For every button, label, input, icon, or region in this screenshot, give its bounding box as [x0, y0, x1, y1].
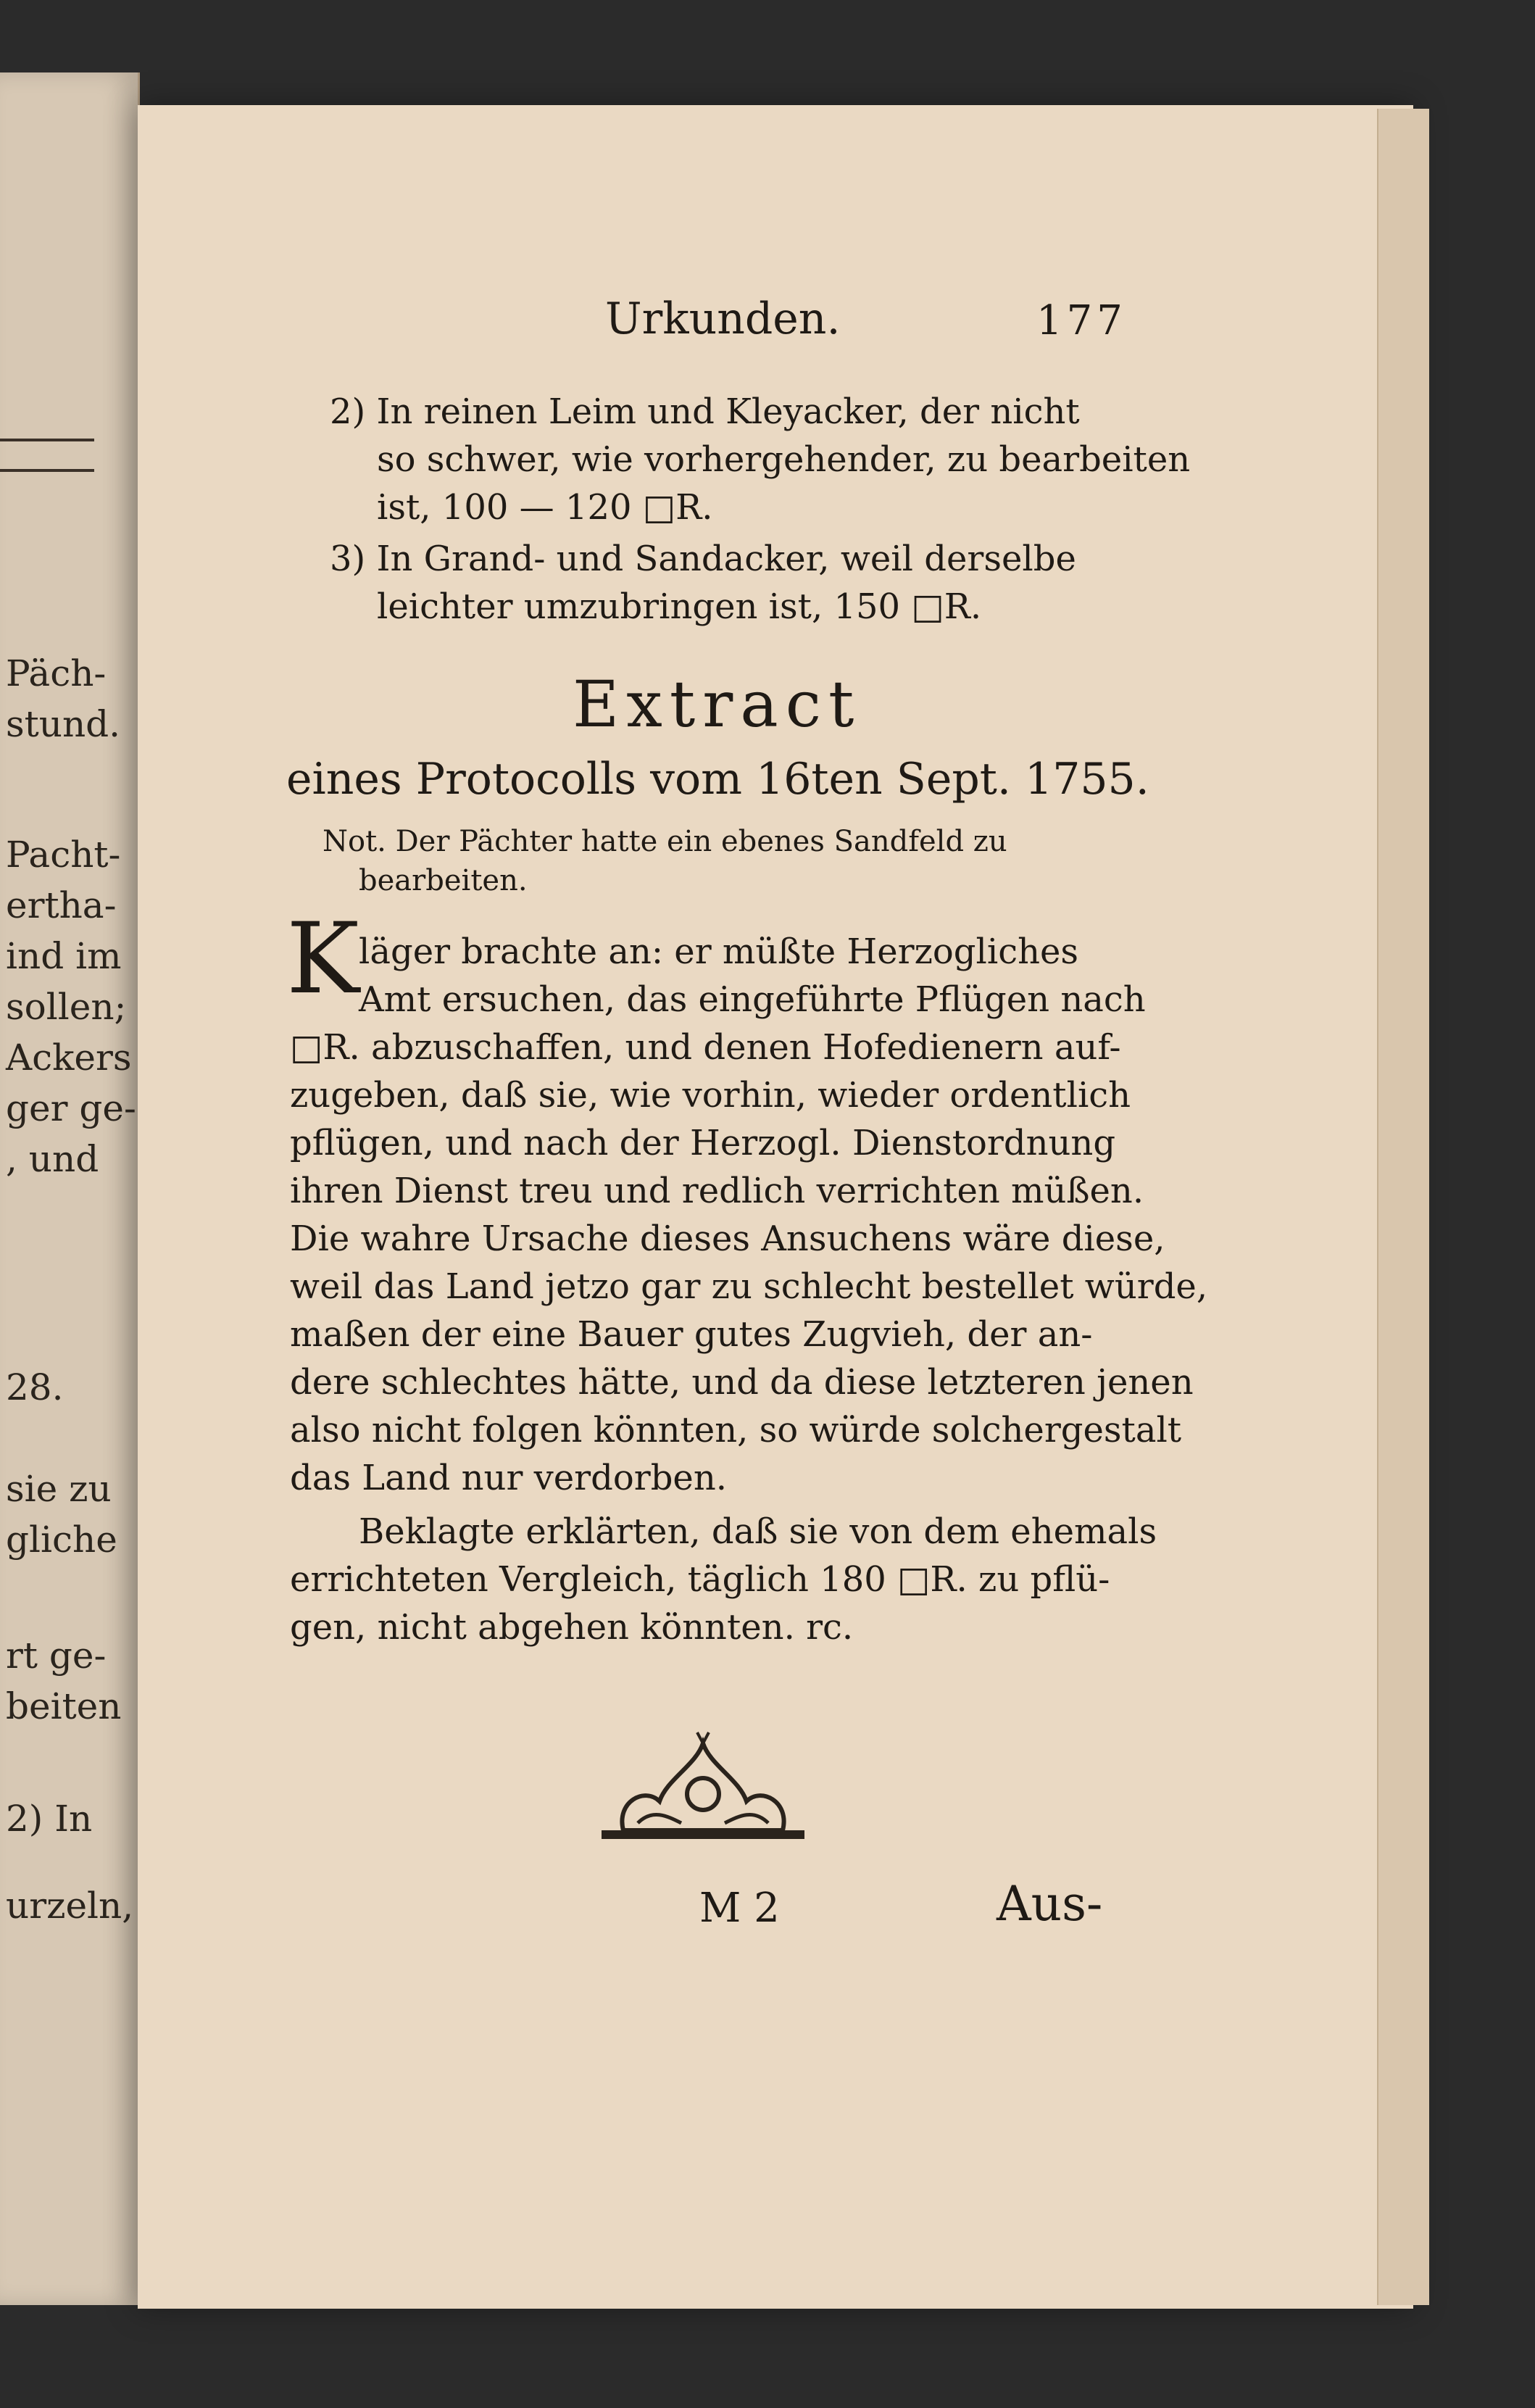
ornament-border [0, 439, 94, 472]
left-edge-line: beiten [6, 1685, 122, 1727]
body-line: gen, nicht abgehen könnten. rc. [290, 1607, 854, 1648]
body-line: Amt ersuchen, das eingeführte Pflügen nach [359, 979, 1146, 1020]
item-2-line-1: 2) In reinen Leim und Kleyacker, der nicht [330, 391, 1080, 432]
left-edge-line: 28. [6, 1366, 64, 1408]
item-2-line-2: so schwer, wie vorhergehender, zu bearbeiten [377, 439, 1191, 480]
drop-cap: K [286, 902, 359, 1016]
page-number: 177 [1036, 297, 1127, 344]
left-edge-line: , und [6, 1138, 99, 1180]
left-edge-line: Pacht- [6, 834, 121, 876]
catchword: Aus- [997, 1876, 1103, 1932]
left-edge-line: sie zu [6, 1468, 112, 1510]
running-head: Urkunden. [605, 294, 841, 344]
extract-heading: Extract [573, 667, 862, 742]
left-edge-line: urzeln, [6, 1885, 134, 1927]
body-line: errichteten Vergleich, täglich 180 □R. zu pflü- [290, 1559, 1110, 1600]
body-line: □R. abzuschaffen, und denen Hofedienern auf- [290, 1027, 1121, 1068]
item-2-line-3: ist, 100 — 120 □R. [377, 487, 713, 528]
left-edge-line: 2) In [6, 1798, 93, 1840]
page-edges [1377, 109, 1429, 2305]
left-edge-line: ger ge- [6, 1087, 136, 1129]
note-line-2: bearbeiten. [359, 864, 528, 897]
left-edge-line: stund. [6, 703, 121, 745]
extract-subheading: eines Protocolls vom 16ten Sept. 1755. [286, 754, 1149, 805]
left-edge-line: Ackers [6, 1037, 132, 1079]
left-edge-line: gliche [6, 1519, 117, 1561]
body-line: weil das Land jetzo gar zu schlecht bestellet würde, [290, 1266, 1208, 1307]
vignette-ornament [594, 1722, 812, 1845]
left-edge-line: rt ge- [6, 1635, 107, 1677]
note-line-1: Not. Der Pächter hatte ein ebenes Sandfeld zu [323, 825, 1007, 858]
body-line: maßen der eine Bauer gutes Zugvieh, der an- [290, 1314, 1093, 1355]
left-edge-line: sollen; [6, 986, 127, 1028]
left-edge-line: Päch- [6, 652, 107, 694]
body-line: dere schlechtes hätte, und da diese letzteren jenen [290, 1362, 1194, 1403]
body-line: läger brachte an: er müßte Herzogliches [359, 931, 1079, 972]
body-line: Beklagte erklärten, daß sie von dem ehemals [359, 1511, 1157, 1552]
left-page-edge [0, 72, 140, 2305]
body-line: zugeben, daß sie, wie vorhin, wieder ordentlich [290, 1075, 1131, 1116]
body-line: pflügen, und nach der Herzogl. Dienstordnung [290, 1123, 1116, 1163]
item-3-line-1: 3) In Grand- und Sandacker, weil derselbe [330, 539, 1076, 579]
body-line: das Land nur verdorben. [290, 1458, 727, 1498]
left-edge-line: ind im [6, 935, 122, 977]
body-line: also nicht folgen könnten, so würde solchergestalt [290, 1410, 1182, 1450]
signature-mark: M 2 [699, 1885, 780, 1932]
item-3-line-2: leichter umzubringen ist, 150 □R. [377, 586, 982, 627]
body-line: Die wahre Ursache dieses Ansuchens wäre diese, [290, 1218, 1165, 1259]
left-edge-line: ertha- [6, 884, 117, 926]
body-line: ihren Dienst treu und redlich verrichten müßen. [290, 1171, 1144, 1211]
